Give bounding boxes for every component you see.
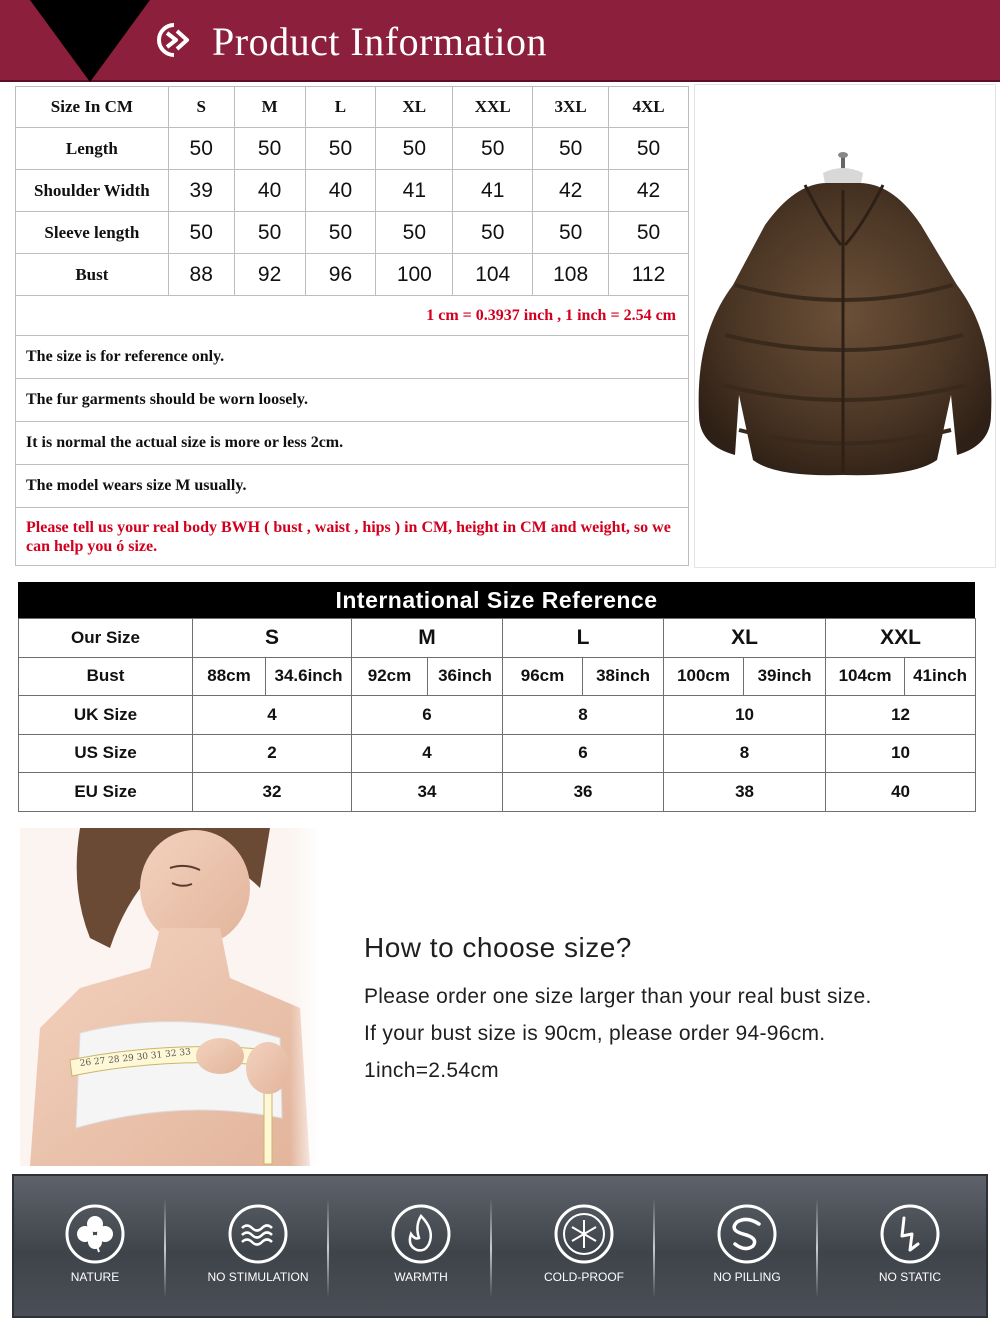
feature-divider	[490, 1198, 492, 1298]
row-label: Bust	[19, 657, 193, 696]
table-cell: 50	[533, 128, 609, 170]
howto-line: Please order one size larger than your real bust size.	[364, 985, 872, 1008]
arrow-circle-icon	[156, 22, 192, 58]
table-cell: 4	[352, 734, 503, 773]
feature-no-pilling	[666, 1176, 828, 1320]
table-cell: 39	[168, 170, 234, 212]
table-cell: 41	[376, 170, 453, 212]
feature-warmth	[340, 1176, 502, 1320]
table-cell: 39inch	[744, 657, 826, 696]
intl-size-m: M	[352, 619, 503, 658]
table-cell: 40	[305, 170, 376, 212]
table-cell: 50	[376, 128, 453, 170]
table-cell: 50	[234, 128, 305, 170]
howto-line: If your bust size is 90cm, please order 94-96cm.	[364, 1022, 826, 1045]
table-cell: 42	[609, 170, 689, 212]
size-col-s: S	[168, 87, 234, 128]
conversion-row	[16, 296, 689, 336]
row-label: Sleeve length	[16, 212, 169, 254]
table-cell: 42	[533, 170, 609, 212]
tape-numbers: 26 27 28 29 30 31 32 33	[79, 1047, 192, 1069]
size-request-text: Please tell us your real body BWH ( bust , waist , hips ) in CM, height in CM and weight, so we can help you ó size.	[16, 508, 689, 566]
note-row	[16, 422, 689, 465]
feature-no-stimulation	[177, 1176, 339, 1320]
row-label: Length	[16, 128, 169, 170]
table-cell: 40	[234, 170, 305, 212]
size-row-shoulder	[16, 170, 689, 212]
table-cell: 36inch	[428, 657, 503, 696]
note-text: The size is for reference only.	[16, 336, 689, 379]
table-cell: 50	[168, 212, 234, 254]
feature-divider	[653, 1198, 655, 1298]
intl-size-l: L	[503, 619, 664, 658]
intl-size-xxl: XXL	[826, 619, 976, 658]
feature-label: NO STIMULATION	[207, 1270, 309, 1284]
table-cell: 88	[168, 254, 234, 296]
fur-coat-illustration	[695, 85, 995, 567]
how-to-choose-title: How to choose size?	[364, 932, 632, 963]
feature-label: NO STATIC	[878, 1270, 942, 1284]
table-cell: 112	[609, 254, 689, 296]
table-cell: 88cm	[193, 657, 266, 696]
table-cell: 108	[533, 254, 609, 296]
waves-icon	[228, 1204, 288, 1264]
feature-divider	[164, 1198, 166, 1298]
our-size-label: Our Size	[19, 619, 193, 658]
feature-label: WARMTH	[394, 1270, 448, 1284]
intl-size-table	[18, 618, 976, 812]
table-cell: 50	[305, 212, 376, 254]
feature-label: COLD-PROOF	[543, 1270, 624, 1284]
table-cell: 100	[376, 254, 453, 296]
row-label: US Size	[19, 734, 193, 773]
table-cell: 50	[533, 212, 609, 254]
note-row	[16, 336, 689, 379]
row-label: UK Size	[19, 696, 193, 735]
loop-icon	[717, 1204, 777, 1264]
size-header-row	[16, 87, 689, 128]
table-cell: 41	[453, 170, 533, 212]
table-cell: 34	[352, 773, 503, 812]
table-cell: 32	[193, 773, 352, 812]
table-cell: 38inch	[583, 657, 664, 696]
note-row	[16, 465, 689, 508]
table-cell: 100cm	[664, 657, 744, 696]
intl-eu-row	[19, 773, 976, 812]
feature-cold-proof	[503, 1176, 665, 1320]
note-text: The model wears size M usually.	[16, 465, 689, 508]
feature-no-static	[829, 1176, 991, 1320]
table-cell: 41inch	[905, 657, 976, 696]
request-row	[16, 508, 689, 566]
intl-bust-row	[19, 657, 976, 696]
row-label: Bust	[16, 254, 169, 296]
intl-size-s: S	[193, 619, 352, 658]
feature-divider	[327, 1198, 329, 1298]
size-row-sleeve	[16, 212, 689, 254]
table-cell: 104	[453, 254, 533, 296]
size-header-label: Size In CM	[16, 87, 169, 128]
table-cell: 50	[609, 212, 689, 254]
feature-label: NO PILLING	[713, 1270, 781, 1284]
intl-size-xl: XL	[664, 619, 826, 658]
lightning-icon	[880, 1204, 940, 1264]
header-banner	[0, 0, 1000, 82]
table-cell: 96cm	[503, 657, 583, 696]
howto-line: 1inch=2.54cm	[364, 1059, 499, 1082]
table-cell: 50	[168, 128, 234, 170]
table-cell: 92cm	[352, 657, 428, 696]
table-cell: 6	[352, 696, 503, 735]
clover-icon	[65, 1204, 125, 1264]
table-cell: 38	[664, 773, 826, 812]
intl-size-title: International Size Reference	[18, 582, 975, 618]
snowflake-icon	[554, 1204, 614, 1264]
table-cell: 36	[503, 773, 664, 812]
table-cell: 40	[826, 773, 976, 812]
table-cell: 50	[609, 128, 689, 170]
feature-divider	[816, 1198, 818, 1298]
size-col-3xl: 3XL	[533, 87, 609, 128]
table-cell: 10	[664, 696, 826, 735]
note-text: It is normal the actual size is more or less 2cm.	[16, 422, 689, 465]
feature-nature	[14, 1176, 176, 1320]
conversion-note: 1 cm = 0.3937 inch , 1 inch = 2.54 cm	[16, 296, 689, 336]
table-cell: 2	[193, 734, 352, 773]
size-col-4xl: 4XL	[609, 87, 689, 128]
table-cell: 8	[664, 734, 826, 773]
table-cell: 10	[826, 734, 976, 773]
table-cell: 6	[503, 734, 664, 773]
row-label: EU Size	[19, 773, 193, 812]
intl-uk-row	[19, 696, 976, 735]
table-cell: 12	[826, 696, 976, 735]
table-cell: 34.6inch	[266, 657, 352, 696]
row-label: Shoulder Width	[16, 170, 169, 212]
table-cell: 50	[453, 212, 533, 254]
feature-bar	[12, 1174, 988, 1318]
size-col-m: M	[234, 87, 305, 128]
table-cell: 50	[305, 128, 376, 170]
intl-us-row	[19, 734, 976, 773]
page-title: Product Information	[212, 19, 547, 64]
note-text: The fur garments should be worn loosely.	[16, 379, 689, 422]
table-cell: 50	[453, 128, 533, 170]
table-cell: 50	[376, 212, 453, 254]
table-cell: 8	[503, 696, 664, 735]
how-to-choose-section	[364, 932, 984, 1089]
product-photo-fur-coat	[694, 84, 996, 568]
note-row	[16, 379, 689, 422]
table-cell: 92	[234, 254, 305, 296]
measuring-woman-illustration	[20, 828, 320, 1166]
table-cell: 96	[305, 254, 376, 296]
size-col-xl: XL	[376, 87, 453, 128]
size-row-length	[16, 128, 689, 170]
size-col-xxl: XXL	[453, 87, 533, 128]
size-row-bust	[16, 254, 689, 296]
flame-icon	[391, 1204, 451, 1264]
size-chart-table	[15, 86, 689, 566]
table-cell: 104cm	[826, 657, 905, 696]
table-cell: 4	[193, 696, 352, 735]
intl-header-row	[19, 619, 976, 658]
table-cell: 50	[234, 212, 305, 254]
size-col-l: L	[305, 87, 376, 128]
measuring-bust-photo	[20, 828, 320, 1166]
header-notch-decoration	[30, 0, 150, 82]
feature-label: NATURE	[70, 1270, 120, 1284]
